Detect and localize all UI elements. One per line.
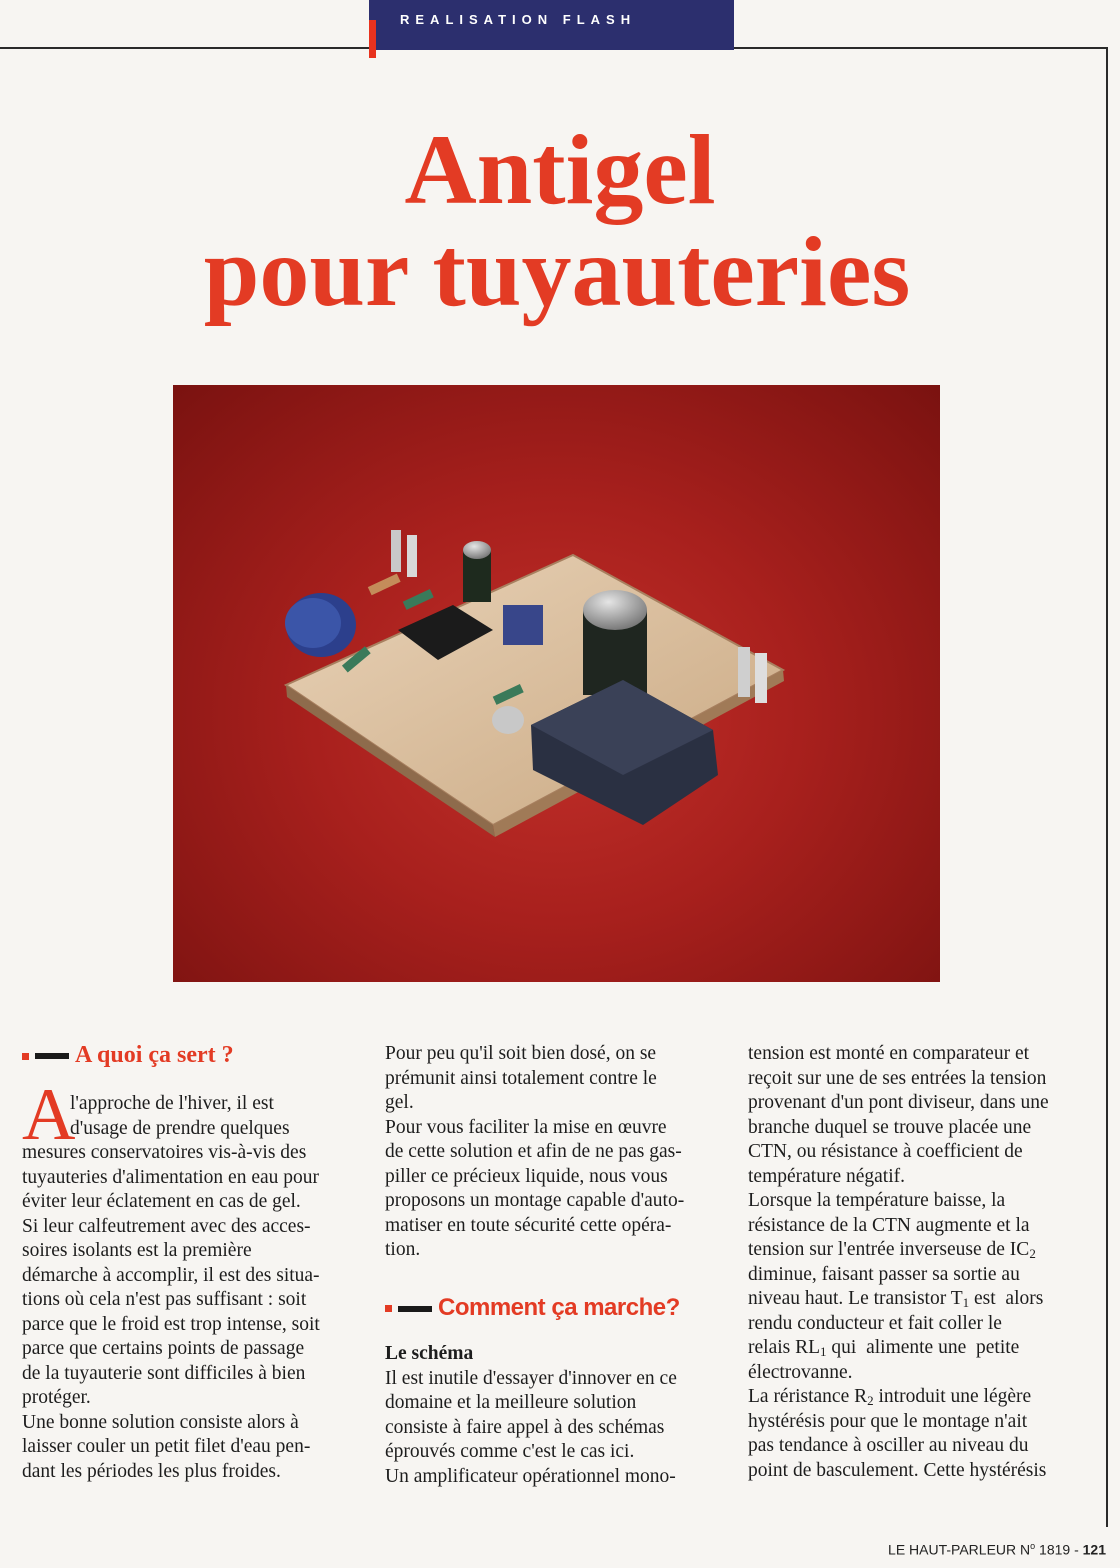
text-line: tension est monté en comparateur et: [748, 1043, 1030, 1064]
drop-cap: A: [22, 1074, 76, 1156]
text-line: de la tuyauterie sont difficiles à bien: [22, 1362, 306, 1384]
text-line: [748, 1336, 1098, 1361]
text-line: démarche à accomplir, il est des situa-: [22, 1264, 320, 1286]
text-line: Si leur calfeutrement avec des acces-: [22, 1215, 311, 1237]
text-fragment: niveau haut. Le transistor T: [748, 1288, 963, 1309]
text-fragment: qui alimente une petite: [826, 1337, 1020, 1358]
text-line: Lorsque la température baisse, la: [748, 1190, 1006, 1211]
rubric-label: REALISATION FLASH: [400, 12, 637, 27]
text-line: éprouvés comme c'est le cas ici.: [385, 1441, 635, 1462]
text-line: résistance de la CTN augmente et la: [748, 1214, 1030, 1236]
text-line: tuyauteries d'alimentation en eau pour: [22, 1166, 319, 1188]
text-line: Pour vous faciliter la mise en œuvre: [385, 1116, 667, 1138]
column-3-text: [748, 1042, 1098, 1483]
text-line: hystérésis pour que le montage n'ait: [748, 1410, 1028, 1432]
text-line: éviter leur éclatement en cas de gel.: [22, 1191, 301, 1212]
subscript: 1: [820, 1344, 827, 1359]
section-heading-text: A quoi ça sert ?: [75, 1042, 234, 1068]
text-line: prémunit ainsi totalement contre le: [385, 1067, 657, 1089]
text-fragment: est alors: [969, 1288, 1044, 1309]
subheading-le-schema: Le schéma: [385, 1343, 474, 1364]
text-line: tions où cela n'est pas suffisant : soit: [22, 1289, 307, 1310]
subscript: 1: [962, 1295, 970, 1310]
heading-bullet-black: [35, 1053, 69, 1059]
article-title-line-2: pour tuyauteries: [203, 216, 911, 327]
article-title-line-1: Antigel: [404, 114, 716, 225]
text-line: point de basculement. Cette hystérésis: [748, 1459, 1047, 1481]
text-line: pas tendance à osciller au niveau du: [748, 1435, 1029, 1456]
text-line: gel.: [385, 1092, 414, 1113]
column-2-text-continued: [385, 1342, 715, 1489]
text-line: proposons un montage capable d'auto-: [385, 1190, 685, 1211]
subscript: 2: [1029, 1246, 1036, 1261]
column-1-text: [22, 1092, 352, 1484]
text-line: Une bonne solution consiste alors à: [22, 1411, 299, 1433]
circuit-board-photo: [173, 385, 940, 982]
subscript: 2: [867, 1393, 874, 1408]
text-line: l'approche de l'hiver, il est: [70, 1093, 274, 1114]
text-line: branche duquel se trouve placée une: [748, 1116, 1032, 1138]
text-fragment: introduit une légère: [873, 1386, 1032, 1407]
section-heading-text: Comment ça marche?: [438, 1294, 680, 1321]
text-line: rendu conducteur et fait coller le: [748, 1312, 1002, 1334]
text-fragment: tension sur l'entrée inverseuse de IC: [748, 1239, 1030, 1260]
circuit-board-illustration: [173, 385, 940, 982]
text-line: température négatif.: [748, 1165, 905, 1187]
text-line: d'usage de prendre quelques: [70, 1117, 290, 1139]
text-line: parce que le froid est trop intense, soit: [22, 1313, 320, 1335]
text-line: mesures conservatoires vis-à-vis des: [22, 1142, 307, 1163]
text-line: protéger.: [22, 1387, 91, 1408]
issue-number: 1819 -: [1035, 1541, 1083, 1558]
text-fragment: relais RL: [748, 1337, 821, 1358]
text-line: piller ce précieux liquide, nous vous: [385, 1165, 668, 1187]
heading-bullet-red: [385, 1305, 392, 1312]
text-line: parce que certains points de passage: [22, 1338, 305, 1359]
section-heading-comment-ca-marche: [385, 1294, 680, 1322]
text-line: CTN, ou résistance à coefficient de: [748, 1141, 1023, 1162]
text-line: Il est inutile d'essayer d'innover en ce: [385, 1367, 677, 1389]
text-line: provenant d'un pont diviseur, dans une: [748, 1092, 1049, 1113]
text-line: consiste à faire appel à des schémas: [385, 1416, 665, 1438]
text-line: Un amplificateur opérationnel mono-: [385, 1465, 676, 1487]
text-line: [748, 1238, 1098, 1263]
section-heading-a-quoi-ca-sert: [22, 1042, 234, 1069]
magazine-name: LE HAUT-PARLEUR N: [888, 1541, 1031, 1558]
text-line: laisser couler un petit filet d'eau pen-: [22, 1436, 311, 1457]
text-line: soires isolants est la première: [22, 1240, 252, 1261]
text-fragment: La réristance R: [748, 1386, 868, 1407]
text-line: reçoit sur une de ses entrées la tension: [748, 1067, 1047, 1089]
text-line: matiser en toute sécurité cette opéra-: [385, 1214, 672, 1236]
text-line: domaine et la meilleure solution: [385, 1392, 637, 1413]
number-sign-superscript: o: [1030, 1541, 1036, 1551]
text-line: [748, 1385, 1098, 1410]
text-line: tion.: [385, 1239, 421, 1260]
text-line: [748, 1287, 1098, 1312]
heading-bullet-black: [398, 1306, 432, 1312]
column-2-text: [385, 1042, 715, 1263]
text-line: Pour peu qu'il soit bien dosé, on se: [385, 1043, 657, 1064]
text-line: dant les périodes les plus froides.: [22, 1460, 281, 1482]
text-line: électrovanne.: [748, 1361, 853, 1383]
text-line: de cette solution et afin de ne pas gas-: [385, 1141, 682, 1162]
heading-bullet-red: [22, 1053, 29, 1060]
page-number: 121: [1082, 1541, 1106, 1558]
text-line: diminue, faisant passer sa sortie au: [748, 1263, 1020, 1285]
page-footer: [888, 1541, 1106, 1558]
rubric-accent-bar: [369, 20, 376, 58]
